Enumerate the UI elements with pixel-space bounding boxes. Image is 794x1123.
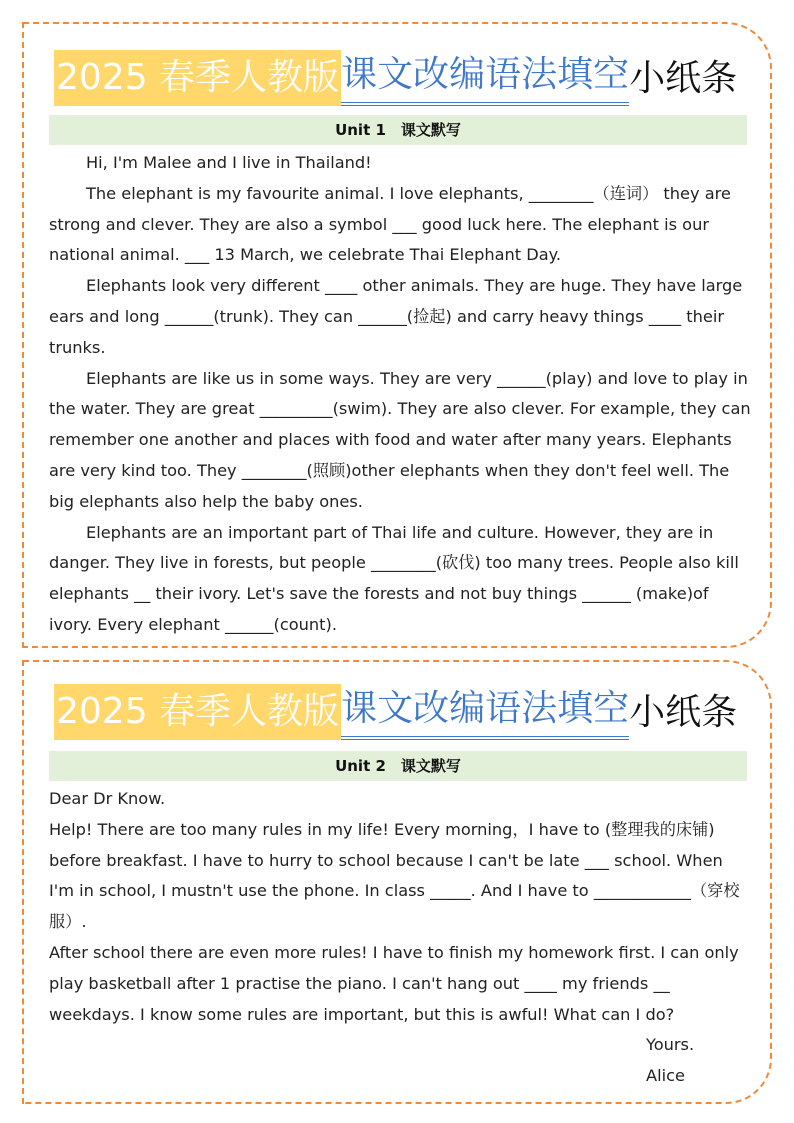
paragraph: Hi, I'm Malee and I live in Thailand! [86,153,372,172]
paragraph: Elephants are an important part of Thai life and culture. However, they are in danger. They live in forests, but people ________(砍伐) too many trees. People also kill elephants __ their ivory. Let's save the forests and not buy things ______ (make)of ivory. Every elephant ______(count). [49,522,739,634]
exercise-card-unit1 [22,22,772,648]
title-suffix: 小纸条 [629,58,738,99]
card-title [54,50,737,106]
paragraph: The elephant is my favourite animal. I love elephants, ________（连词） they are strong and clever. They are also a symbol ___ good luck here. The elephant is our national animal. ___ 13 March, we celebrate Thai Elephant Day. [49,183,731,265]
paragraph: Elephants are like us in some ways. They are very ______(play) and love to play in the water. They are great _________(swim). They are also clever. For example, they can remember one another and places with food and water after many years. Elephants are very kind too. They ________(照顾)other elephants when they don't feel well. The big elephants also help the baby ones. [49,368,751,511]
letter-closing: Yours. [646,1035,695,1055]
title-suffix: 小纸条 [629,692,738,733]
title-year-highlight: 2025 春季人教版 [54,684,341,740]
card-title [54,684,737,740]
letter-greeting: Dear Dr Know. [49,789,166,808]
title-link-text: 课文改编语法填空 [341,684,629,740]
exercise-card-unit2 [22,660,772,1104]
unit-heading: Unit 2 课文默写 [49,751,747,781]
paragraph: After school there are even more rules! I have to finish my homework first. I can only play basketball after 1 practise the piano. I can't hang out ____ my friends __ weekdays. I know some rules are important, but this is awful! What can I do? [49,942,739,1024]
title-link-text: 课文改编语法填空 [341,50,629,106]
title-year-highlight: 2025 春季人教版 [54,50,341,106]
paragraph: Help! There are too many rules in my life! Every morning，I have to (整理我的床铺) before breakfast. I have to hurry to school because I can't be late ___ school. When I'm in school, I mustn't use the phone. In class _____. And I have to ____________（穿校服）. [49,819,740,932]
paragraph: Elephants look very different ____ other animals. They are huge. They have large ears and long ______(trunk). They can ______(捡起) and carry heavy things ____ their trunks. [49,276,743,357]
letter-text [49,784,751,1092]
letter-signature: Alice [646,1066,685,1086]
passage-text [49,148,751,641]
unit-heading: Unit 1 课文默写 [49,115,747,145]
